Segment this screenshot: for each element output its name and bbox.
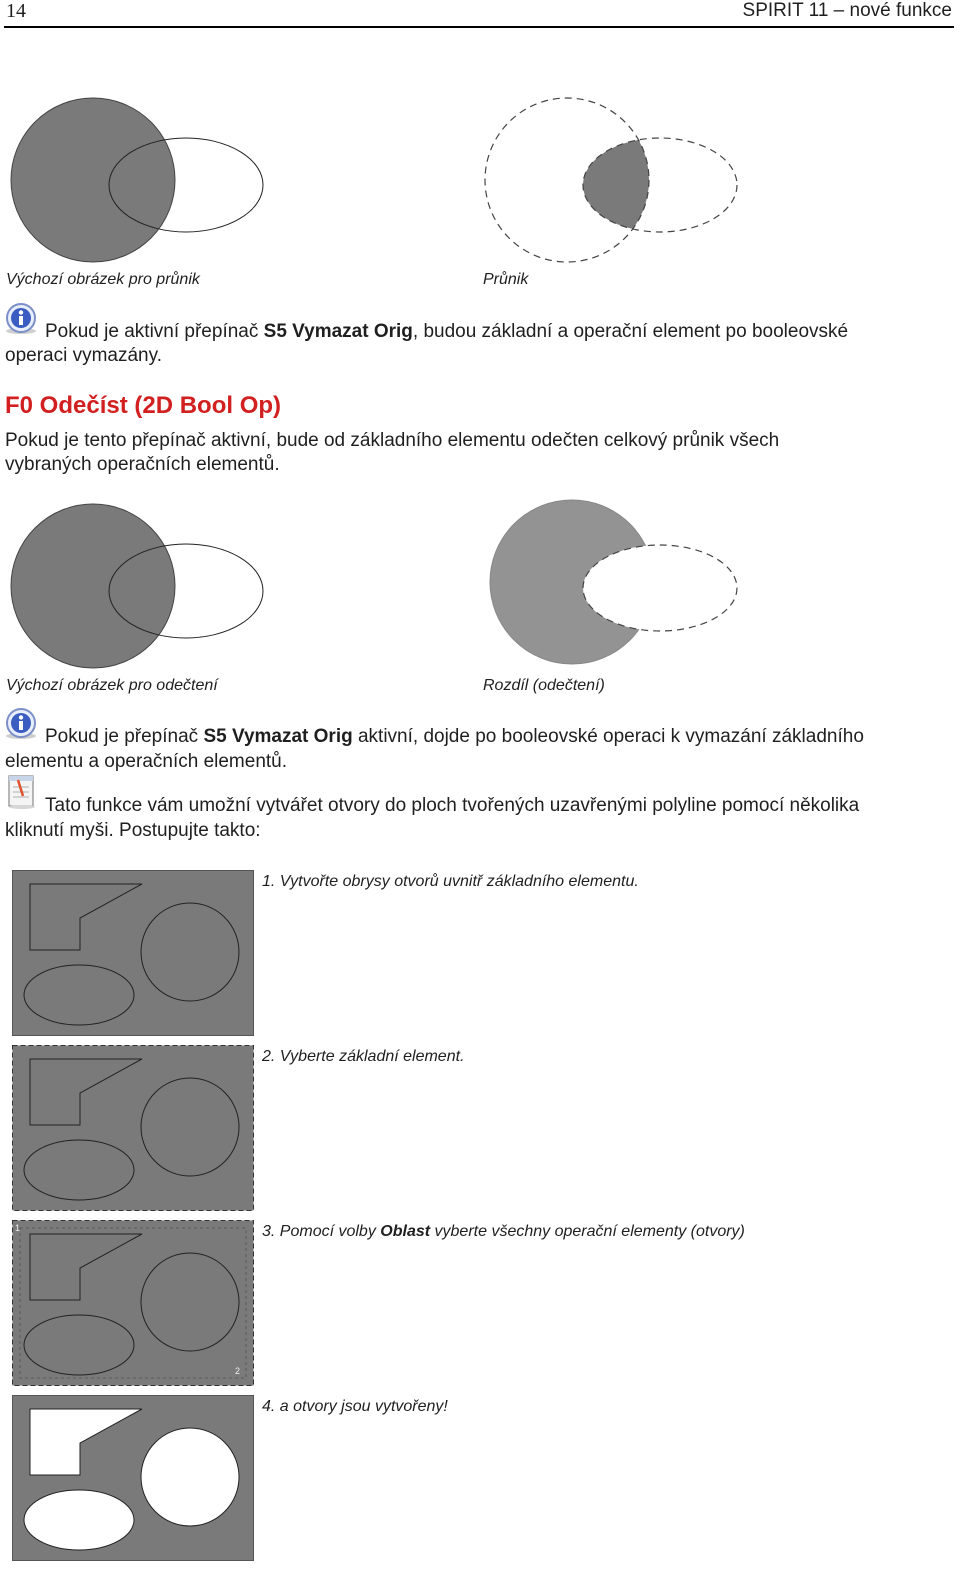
info-icon (4, 708, 38, 740)
caption-subtract-result: Rozdíl (odečtení) (483, 677, 605, 694)
step4-figure (12, 1395, 254, 1561)
note2-line2: elementu a operačních elementů. (5, 751, 288, 772)
header-rule (4, 26, 954, 28)
note1-line1: Pokud je aktivní přepínač S5 Vymazat Orig, budou základní a operační element po booleovské (45, 321, 849, 342)
document-title: SPIRIT 11 – nové funkce (742, 0, 952, 21)
info-icon (4, 303, 38, 335)
intersection-result-figure (480, 90, 750, 270)
note1-line2: operaci vymazány. (5, 345, 162, 366)
section-line2: vybraných operačních elementů. (5, 454, 280, 475)
step2-figure (12, 1045, 254, 1211)
note3-line2: kliknutí myši. Postupujte takto: (5, 820, 261, 841)
caption-subtract-source: Výchozí obrázek pro odečtení (6, 677, 218, 694)
step2-text: 2. Vyberte základní element. (262, 1048, 465, 1065)
step4-text: 4. a otvory jsou vytvořeny! (262, 1398, 448, 1415)
page-number: 14 (6, 0, 26, 22)
note3-line1: Tato funkce vám umožní vytvářet otvory do ploch tvořených uzavřenými polyline pomocí několika (45, 795, 860, 816)
step3-figure (12, 1220, 254, 1386)
corner-label-1: 1 (15, 1223, 21, 1233)
note2-line1: Pokud je přepínač S5 Vymazat Orig aktivní, dojde po booleovské operaci k vymazání základního (45, 726, 864, 747)
subtract-source-figure (0, 496, 280, 676)
step3-text: 3. Pomocí volby Oblast vyberte všechny operační elementy (otvory) (262, 1223, 745, 1240)
notepad-icon (6, 774, 38, 810)
caption-intersection-result: Průnik (483, 271, 529, 288)
step1-text: 1. Vytvořte obrysy otvorů uvnitř základního elementu. (262, 873, 639, 890)
step1-figure (12, 870, 254, 1036)
caption-intersection-source: Výchozí obrázek pro průnik (6, 271, 200, 288)
corner-label-2: 2 (235, 1366, 241, 1376)
intersection-source-figure (0, 90, 280, 270)
section-heading: F0 Odečíst (2D Bool Op) (5, 392, 282, 419)
section-line1: Pokud je tento přepínač aktivní, bude od základního elementu odečten celkový průnik všech (5, 430, 780, 451)
subtract-result-figure (480, 496, 750, 676)
